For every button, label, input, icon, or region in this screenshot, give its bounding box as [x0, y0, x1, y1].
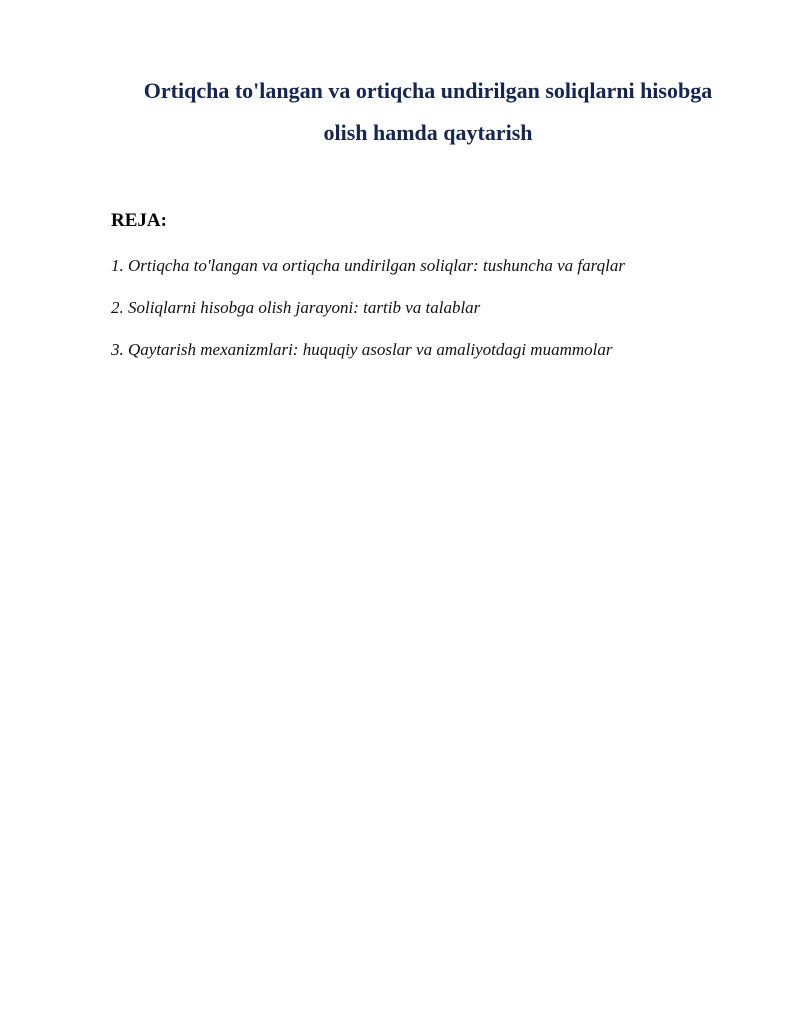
plan-item-2: 2. Soliqlarni hisobga olish jarayoni: tartib va talablar: [111, 298, 481, 317]
document-title-line-1: Ortiqcha to'langan va ortiqcha undirilgan soliqlarni hisobga: [143, 78, 713, 103]
document-title: [110, 70, 746, 154]
plan-list: [111, 254, 625, 380]
plan-item-1: 1. Ortiqcha to'langan va ortiqcha undirilgan soliqlar: tushuncha va farqlar: [111, 256, 625, 275]
plan-item-3: 3. Qaytarish mexanizmlari: huquqiy asoslar va amaliyotdagi muammolar: [111, 340, 613, 359]
plan-heading: REJA:: [111, 210, 167, 231]
document-title-line-2: olish hamda qaytarish: [323, 120, 533, 145]
